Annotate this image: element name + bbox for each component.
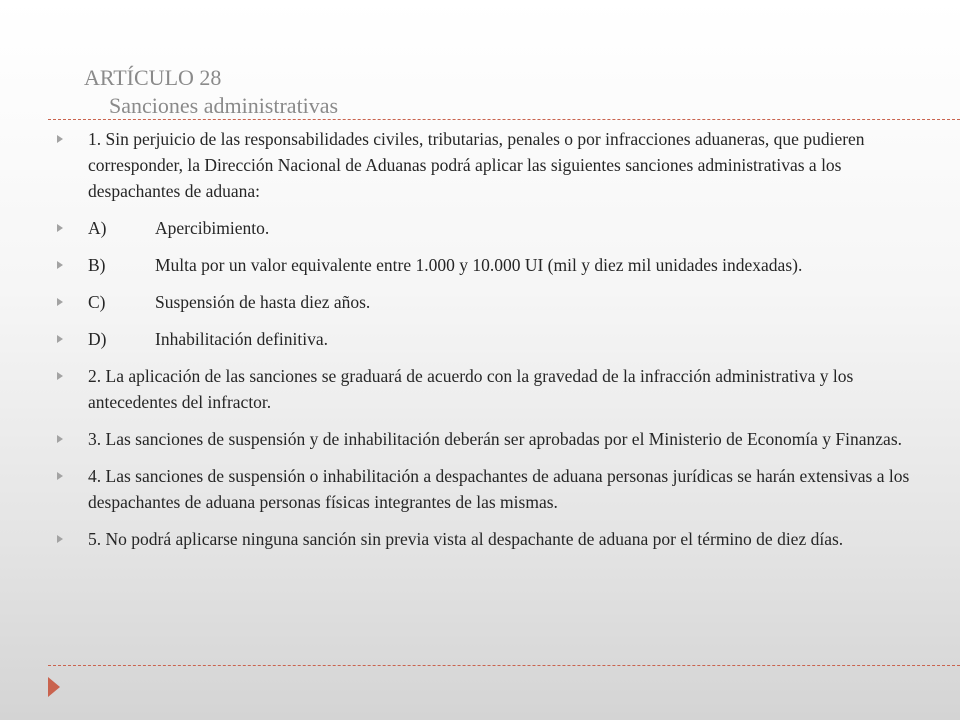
list-item [56, 215, 916, 241]
item-text: Apercibimiento. [155, 218, 270, 238]
list-item [56, 289, 916, 315]
footer-divider [48, 665, 960, 666]
item-text: 2. La aplicación de las sanciones se graduará de acuerdo con la gravedad de la infracción administrativa y los antecedentes del infractor. [88, 366, 854, 412]
bullet-list [56, 126, 916, 563]
item-text: 5. No podrá aplicarse ninguna sanción sin previa vista al despachante de aduana por el término de diez días. [88, 529, 844, 549]
triangle-bullet-icon [57, 135, 63, 143]
item-text: 4. Las sanciones de suspensión o inhabilitación a despachantes de aduana personas jurídicas se harán extensivas a los despachantes de aduana personas físicas integrantes de las mismas. [88, 466, 910, 512]
triangle-bullet-icon [57, 261, 63, 269]
list-item [56, 126, 916, 204]
triangle-bullet-icon [57, 224, 63, 232]
triangle-bullet-icon [57, 335, 63, 343]
triangle-bullet-icon [57, 535, 63, 543]
item-text: 1. Sin perjuicio de las responsabilidades civiles, tributarias, penales o por infracciones aduaneras, que pudieren corresponder, la Dirección Nacional de Aduanas podrá aplicar las siguientes sanciones administrativas a los despachantes de aduana: [88, 129, 865, 201]
title-divider [48, 119, 960, 120]
slide-title [84, 64, 338, 120]
list-item [56, 426, 916, 452]
title-line-subtitle: Sanciones administrativas [109, 93, 339, 118]
triangle-bullet-icon [57, 435, 63, 443]
item-text: 3. Las sanciones de suspensión y de inhabilitación deberán ser aprobadas por el Ministerio de Economía y Finanzas. [88, 429, 903, 449]
item-label: B) [88, 255, 106, 275]
list-item [56, 252, 916, 278]
triangle-bullet-icon [57, 372, 63, 380]
list-item [56, 526, 916, 552]
triangle-bullet-icon [57, 298, 63, 306]
item-label: C) [88, 292, 106, 312]
item-text: Multa por un valor equivalente entre 1.000 y 10.000 UI (mil y diez mil unidades indexadas). [155, 255, 803, 275]
triangle-bullet-icon [57, 472, 63, 480]
title-line-article: ARTÍCULO 28 [84, 65, 222, 90]
item-label: A) [88, 218, 107, 238]
list-item [56, 463, 916, 515]
item-text: Suspensión de hasta diez años. [155, 292, 371, 312]
triangle-arrow-icon [48, 677, 60, 697]
item-label: D) [88, 329, 107, 349]
item-text: Inhabilitación definitiva. [155, 329, 329, 349]
list-item [56, 363, 916, 415]
list-item [56, 326, 916, 352]
